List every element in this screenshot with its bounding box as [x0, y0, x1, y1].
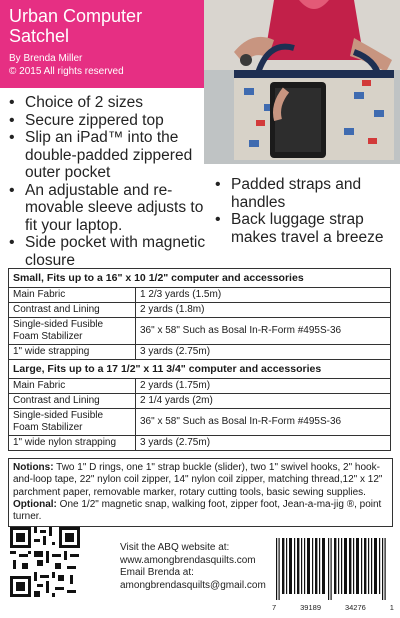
material-amount: 2 yards (1.8m)	[136, 303, 391, 318]
feature-item: • Secure zippered top	[8, 112, 208, 130]
barcode-digits	[272, 603, 394, 612]
requirements-table	[8, 268, 391, 451]
material-amount: 1 2/3 yards (1.5m)	[136, 288, 391, 303]
features-right-list	[214, 176, 392, 246]
feature-item: • Side pocket with magnetic closure	[8, 234, 208, 269]
notions-box	[8, 458, 393, 527]
email-link[interactable]: amongbrendasquilts@gmail.com	[120, 579, 266, 591]
features-section	[0, 90, 400, 269]
table-row	[9, 409, 391, 436]
table-row	[9, 394, 391, 409]
features-left-list	[8, 94, 208, 269]
copyright: © 2015 All rights reserved	[9, 66, 124, 77]
feature-item: • Back luggage strap makes travel a breeze	[214, 211, 392, 246]
table-row	[9, 436, 391, 451]
qr-code	[10, 527, 80, 597]
material-amount: 3 yards (2.75m)	[136, 345, 391, 360]
material-amount: 36" x 58" Such as Bosal In-R-Form #495S-36	[136, 318, 391, 345]
material-label: Contrast and Lining	[9, 303, 136, 318]
notions-label: Notions:	[13, 462, 54, 473]
large-size-heading: Large, Fits up to a 17 1/2" x 11 3/4" computer and accessories	[9, 360, 391, 379]
byline	[9, 52, 124, 78]
contact-info	[120, 542, 266, 592]
barcode	[272, 538, 392, 600]
pattern-title: Urban Computer Satchel	[9, 6, 143, 46]
material-amount: 36" x 58" Such as Bosal In-R-Form #495S-36	[136, 409, 391, 436]
website-link[interactable]: www.amongbrendasquilts.com	[120, 554, 256, 566]
table-row	[9, 345, 391, 360]
optional-text: One 1/2" magnetic snap, walking foot, zipper foot, Jean-a-ma-jig ®, point turner.	[13, 498, 382, 523]
feature-item: • Slip an iPad™ into the double-padded zippered outer pocket	[8, 129, 208, 182]
table-row	[9, 379, 391, 394]
barcode-digit-group: 7	[272, 603, 277, 612]
barcode-digit-group: 1	[389, 603, 394, 612]
author: By Brenda Miller	[9, 53, 83, 64]
table-row	[9, 303, 391, 318]
small-size-heading: Small, Fits up to a 16" x 10 1/2" computer and accessories	[9, 269, 391, 288]
table-row	[9, 318, 391, 345]
feature-item: • Choice of 2 sizes	[8, 94, 208, 112]
material-amount: 3 yards (2.75m)	[136, 436, 391, 451]
website-prompt: Visit the ABQ website at:	[120, 542, 230, 553]
notions-text: Two 1" D rings, one 1" strap buckle (slider), two 1" swivel hooks, 2" hook-and-loop tape, 22" nylon coil zipper, 14" nylon coil zipper, matching thread,12" x 12" parchment paper, removable marker, rotary cutting tools, basic sewing supplies.	[13, 462, 383, 498]
optional-label: Optional:	[13, 498, 57, 510]
barcode-digit-group: 34276	[344, 603, 366, 612]
email-prompt: Email Brenda at:	[120, 567, 194, 578]
material-label: Single-sided Fusible Foam Stabilizer	[9, 318, 136, 345]
feature-item: • Padded straps and handles	[214, 176, 392, 211]
material-amount: 2 1/4 yards (2m)	[136, 394, 391, 409]
material-label: Main Fabric	[9, 379, 136, 394]
material-label: Contrast and Lining	[9, 394, 136, 409]
material-label: Main Fabric	[9, 288, 136, 303]
feature-item: • An adjustable and re-movable sleeve adjusts to fit your laptop.	[8, 182, 208, 235]
material-amount: 2 yards (1.75m)	[136, 379, 391, 394]
material-label: 1" wide nylon strapping	[9, 436, 136, 451]
material-label: Single-sided Fusible Foam Stabilizer	[9, 409, 136, 436]
material-label: 1" wide strapping	[9, 345, 136, 360]
table-row	[9, 288, 391, 303]
barcode-digit-group: 39189	[300, 603, 321, 612]
